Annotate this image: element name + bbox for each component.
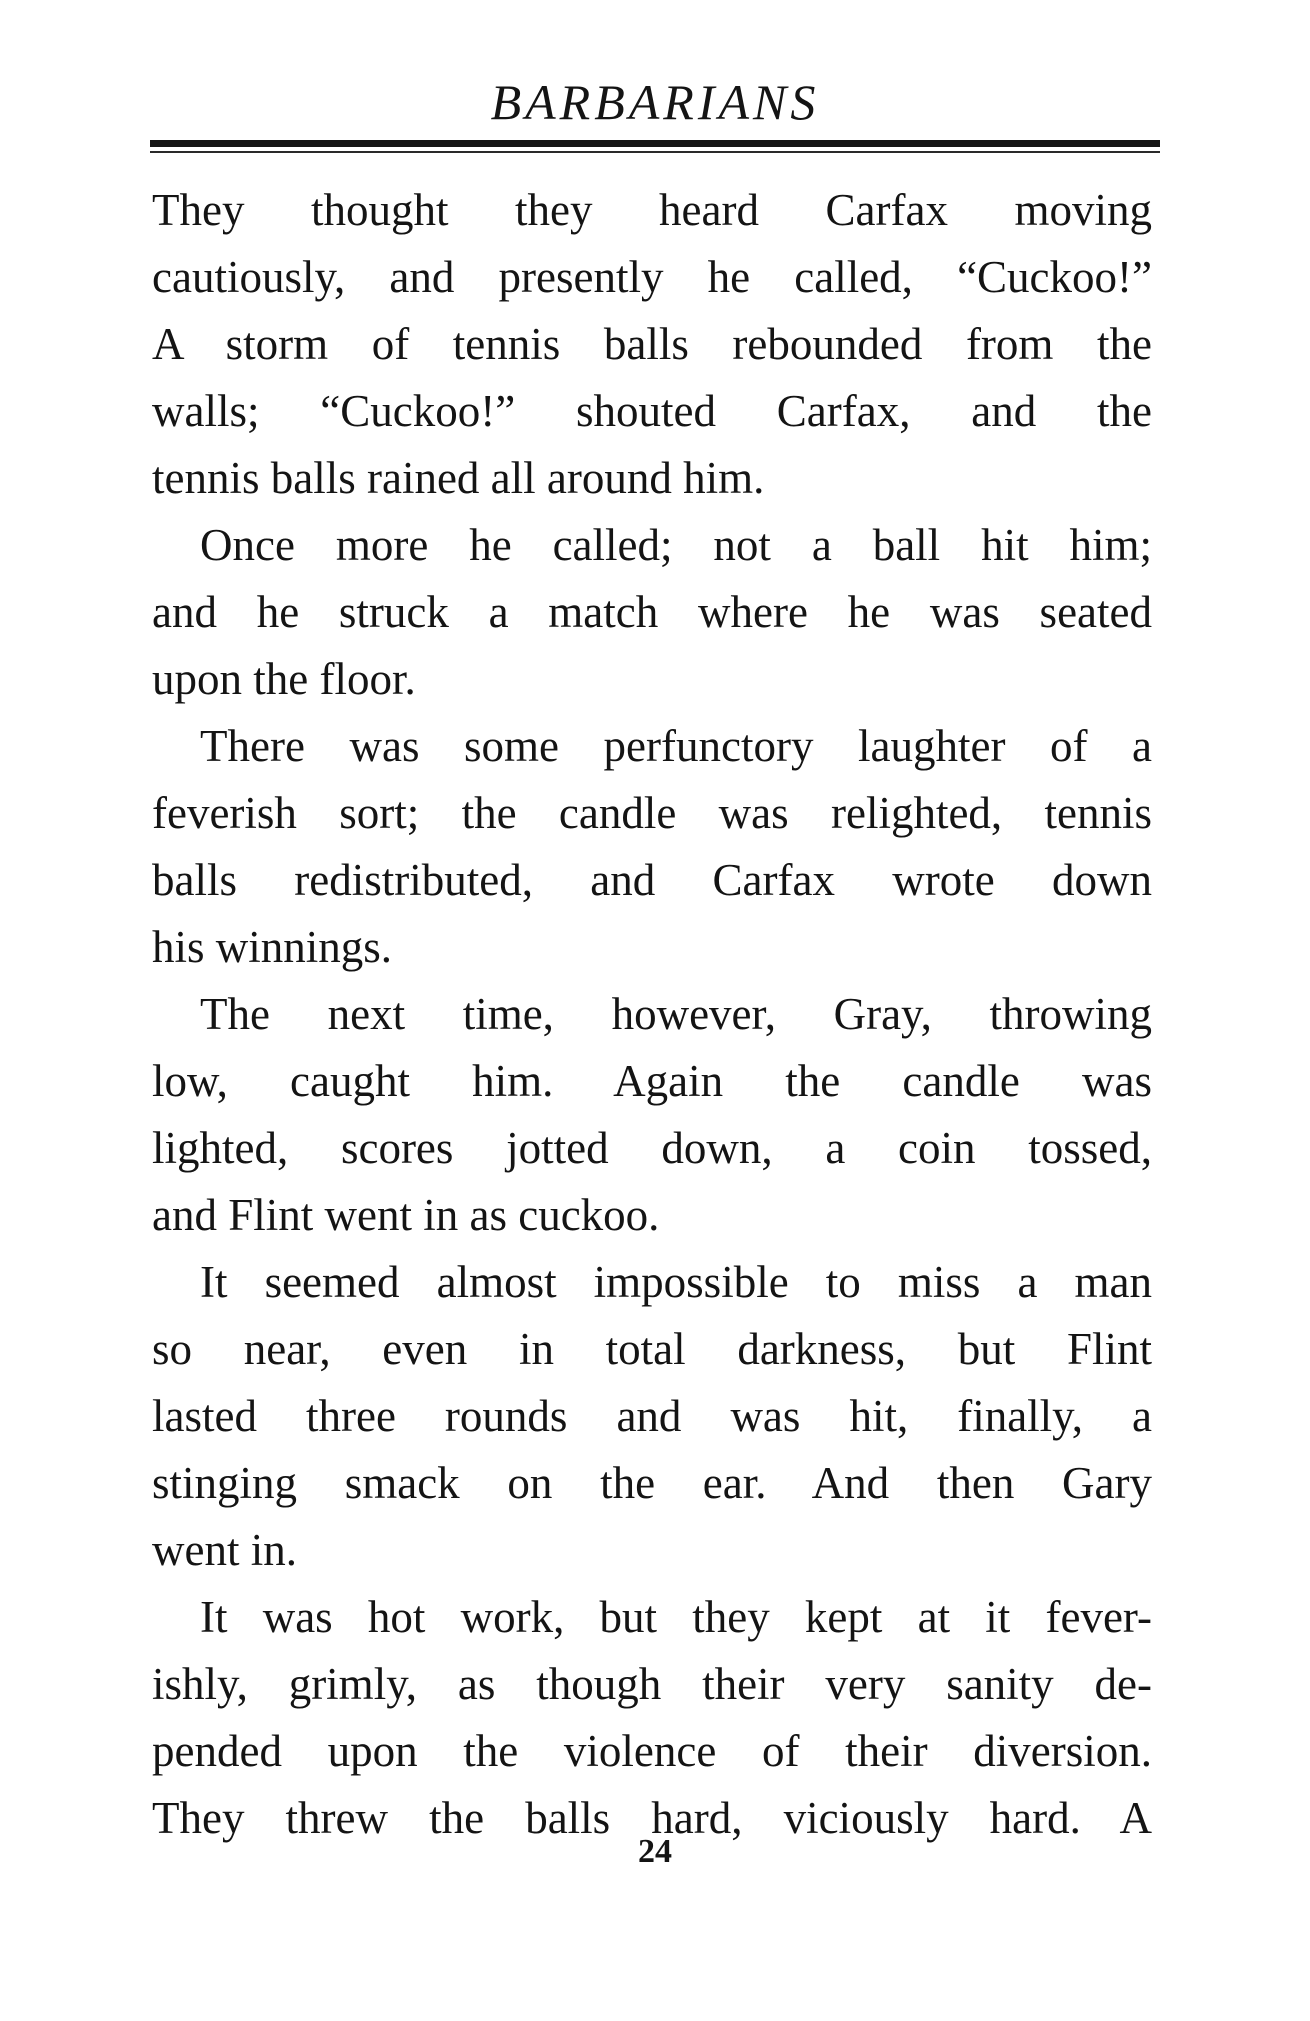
text-line: It seemed almost impossible to miss a man — [200, 1257, 1152, 1307]
text-line: low, caught him. Again the candle was — [152, 1056, 1152, 1106]
running-head: BARBARIANS — [490, 74, 820, 130]
text-line: so near, even in total darkness, but Flint — [152, 1324, 1152, 1374]
text-line: feverish sort; the candle was relighted, tennis — [152, 788, 1152, 838]
header-rule-thick — [150, 140, 1160, 147]
text-line: They threw the balls hard, viciously hard. A — [152, 1793, 1152, 1843]
text-line: They thought they heard Carfax moving — [152, 185, 1152, 235]
text-line: ishly, grimly, as though their very sanity de- — [152, 1659, 1152, 1709]
text-line: tennis balls rained all around him. — [152, 453, 765, 503]
text-line: Once more he called; not a ball hit him; — [200, 520, 1152, 570]
text-line: went in. — [152, 1525, 297, 1575]
body-text — [152, 177, 1152, 1852]
text-line: stinging smack on the ear. And then Gary — [152, 1458, 1152, 1508]
text-line: cautiously, and presently he called, “Cuckoo!” — [152, 252, 1152, 302]
text-line: lasted three rounds and was hit, finally, a — [152, 1391, 1152, 1441]
text-line: his winnings. — [152, 922, 393, 972]
text-line: There was some perfunctory laughter of a — [200, 721, 1152, 771]
text-line: upon the floor. — [152, 654, 416, 704]
header-rule-thin — [150, 151, 1160, 153]
text-line: and Flint went in as cuckoo. — [152, 1190, 660, 1240]
text-line: A storm of tennis balls rebounded from the — [152, 319, 1152, 369]
text-line: pended upon the violence of their diversion. — [152, 1726, 1152, 1776]
text-line: walls; “Cuckoo!” shouted Carfax, and the — [152, 386, 1152, 436]
text-line: The next time, however, Gray, throwing — [200, 989, 1152, 1039]
page-number: 24 — [638, 1833, 672, 1870]
text-line: and he struck a match where he was seated — [152, 587, 1152, 637]
text-line: It was hot work, but they kept at it fever- — [200, 1592, 1152, 1642]
text-line: lighted, scores jotted down, a coin tossed, — [152, 1123, 1152, 1173]
text-line: balls redistributed, and Carfax wrote down — [152, 855, 1152, 905]
